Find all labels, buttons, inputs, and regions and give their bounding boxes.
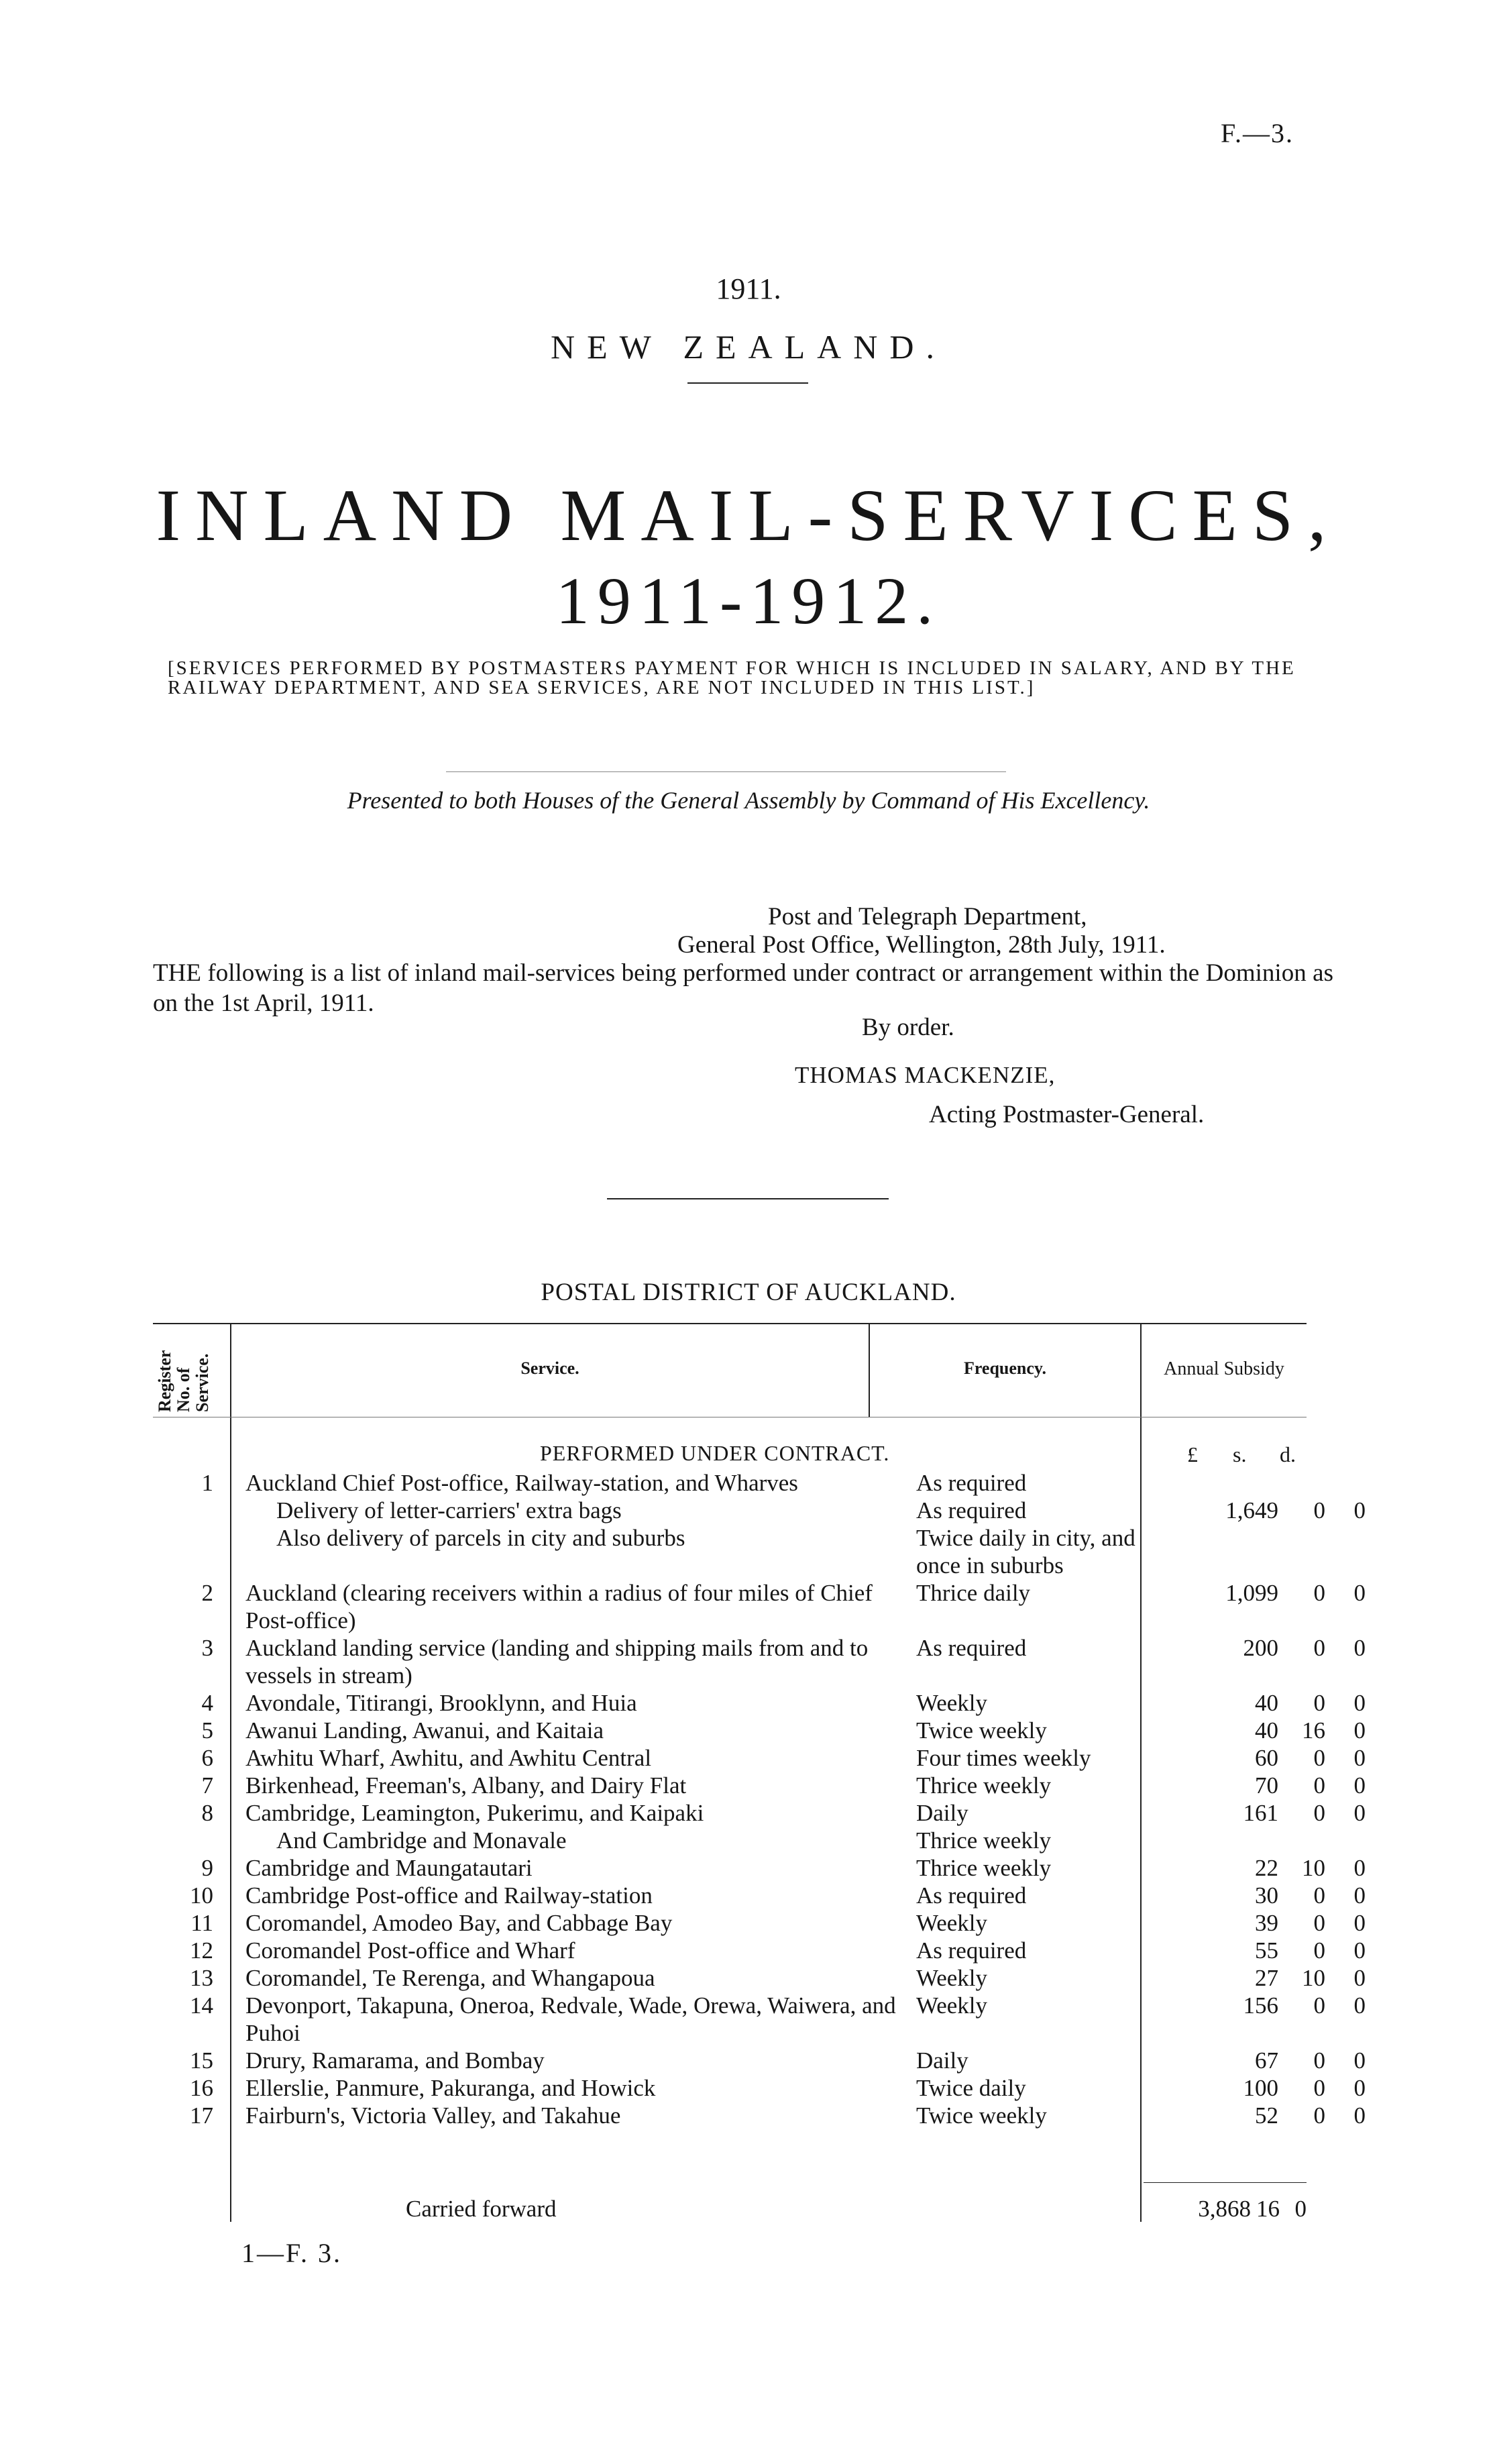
carried-forward-shillings: 16 — [1256, 2196, 1280, 2222]
table-row: 16 Ellerslie, Panmure, Pakuranga, and Howick Twice daily 100 0 0 — [190, 2075, 1366, 2101]
department: Post and Telegraph Department, — [768, 903, 1087, 930]
unit-pence: d. — [1280, 1442, 1296, 1466]
page-title-years: 1911-1912. — [555, 564, 942, 638]
presented-line: Presented to both Houses of the General Assembly by Command of His Excellency. — [347, 787, 1150, 814]
by-order: By order. — [862, 1014, 954, 1041]
intro-paragraph: THE following is a list of inland mail-services being performed under contract or arrangement within the Dominion as on the 1st April, 1911. — [153, 959, 1333, 1017]
table-row: 4 Avondale, Titirangi, Brooklynn, and Huia Weekly 40 0 0 — [201, 1690, 1366, 1716]
table-row: 12 Coromandel Post-office and Wharf As required 55 0 0 — [190, 1937, 1366, 1964]
paper-reference: F.—3. — [1221, 118, 1294, 148]
table-row: 1 Auckland Chief Post-office, Railway-station, and Wharves As required — [201, 1470, 1027, 1496]
table-row: 7 Birkenhead, Freeman's, Albany, and Dairy Flat Thrice weekly 70 0 0 — [201, 1772, 1366, 1799]
scope-note: [SERVICES PERFORMED BY POSTMASTERS PAYMENT FOR WHICH IS INCLUDED IN SALARY, AND BY THE RAILWAY DEPARTMENT, AND SEA SERVICES, ARE NOT INCLUDED IN THIS LIST.] — [168, 657, 1296, 698]
column-header-service: Service. — [520, 1358, 579, 1378]
services-table — [160, 1469, 1366, 2129]
divider — [607, 1198, 889, 1199]
section-subheading: PERFORMED UNDER CONTRACT. — [540, 1441, 890, 1465]
table-row: 11 Coromandel, Amodeo Bay, and Cabbage Bay Weekly 39 0 0 — [190, 1910, 1366, 1936]
table-row: 5 Awanui Landing, Awanui, and Kaitaia Twice weekly 40 16 0 — [201, 1717, 1366, 1744]
country: NEW ZEALAND. — [551, 328, 946, 366]
table-row: 13 Coromandel, Te Rerenga, and Whangapoua Weekly 27 10 0 — [190, 1965, 1366, 1991]
signer-name: THOMAS MACKENZIE, — [795, 1062, 1056, 1088]
table-row: And Cambridge and Monavale Thrice weekly — [276, 1827, 1052, 1854]
unit-shillings: s. — [1233, 1442, 1247, 1466]
column-header-frequency: Frequency. — [963, 1358, 1047, 1378]
column-header-register: Register No. of Service. — [155, 1350, 212, 1412]
carried-forward-pence: 0 — [1294, 2196, 1307, 2222]
table-row: 10 Cambridge Post-office and Railway-station As required 30 0 0 — [190, 1882, 1366, 1909]
unit-pounds: £ — [1187, 1442, 1198, 1466]
table-row: 3 Auckland landing service (landing and shipping mails from and to vessels in stream) As required 200 0 0 — [201, 1635, 1366, 1689]
divider — [687, 382, 808, 384]
table-top-rule — [153, 1323, 1307, 1324]
year: 1911. — [716, 272, 781, 305]
table-row: 8 Cambridge, Leamington, Pukerimu, and Kaipaki Daily 161 0 0 — [201, 1800, 1366, 1826]
column-header-subsidy: Annual Subsidy — [1164, 1358, 1284, 1379]
district-heading: POSTAL DISTRICT OF AUCKLAND. — [541, 1279, 956, 1306]
total-rule — [1144, 2182, 1307, 2183]
signer-title: Acting Postmaster-General. — [929, 1101, 1205, 1128]
table-row: 9 Cambridge and Maungatautari Thrice weekly 22 10 0 — [201, 1855, 1366, 1881]
table-row: 14 Devonport, Takapuna, Oneroa, Redvale, Wade, Orewa, Waiwera, and Puhoi Weekly 156 0 0 — [190, 1992, 1366, 2046]
table-row: 17 Fairburn's, Victoria Valley, and Takahue Twice weekly 52 0 0 — [190, 2102, 1366, 2129]
carried-forward-pounds: 3,868 — [1198, 2196, 1251, 2222]
table-row: 6 Awhitu Wharf, Awhitu, and Awhitu Central Four times weekly 60 0 0 — [201, 1745, 1366, 1771]
page-signature: 1—F. 3. — [241, 2238, 343, 2268]
table-row: Also delivery of parcels in city and suburbs Twice daily in city, and once in suburbs — [276, 1525, 1135, 1578]
table-row: 2 Auckland (clearing receivers within a radius of four miles of Chief Post-office) Thrice daily 1,099 0 0 — [201, 1580, 1366, 1633]
page-title: INLAND MAIL-SERVICES, — [156, 474, 1341, 556]
divider — [446, 771, 1006, 772]
table-row: 15 Drury, Ramarama, and Bombay Daily 67 0 0 — [190, 2047, 1366, 2074]
carried-forward-label: Carried forward — [406, 2196, 557, 2222]
office-date: General Post Office, Wellington, 28th July, 1911. — [677, 931, 1166, 959]
table-row: Delivery of letter-carriers' extra bags As required 1,649 0 0 — [276, 1497, 1366, 1523]
